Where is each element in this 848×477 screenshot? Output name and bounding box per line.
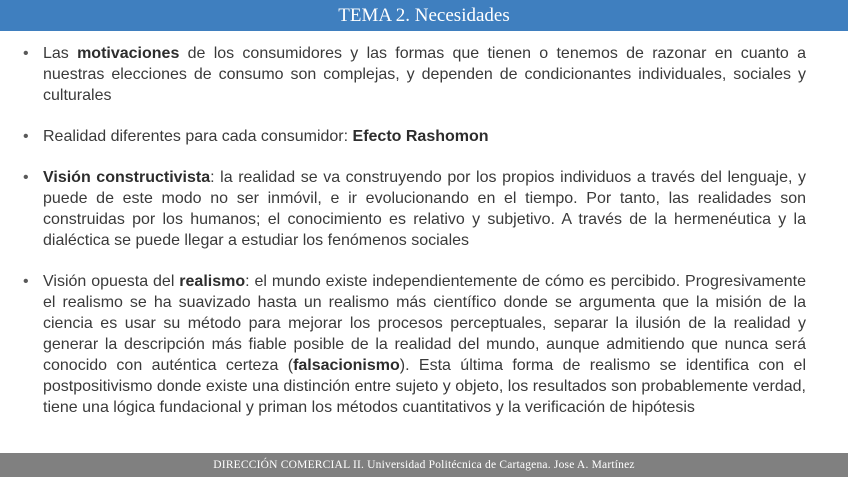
bullet-text: ). Esta última forma de realismo se identifica con el postpositivismo donde existe una distinción entre sujeto y objeto, los resultados son probablemente verdad, tiene una lógica fundacional y priman los métodos cuantitativos y la verificación de hipótesis (43, 357, 807, 416)
bullet-text: Visión opuesta del (43, 273, 180, 290)
bullet-realismo (20, 271, 806, 418)
bullet-text: de los consumidores y las formas que tienen o tenemos de razonar en cuanto a nuestras elecciones de consumo son complejas, y dependen de condicionantes individuales, sociales y culturales (43, 45, 806, 104)
footer-bar (0, 453, 848, 477)
bullet-text: Realidad diferentes para cada consumidor: (43, 128, 353, 145)
title-bar (0, 0, 848, 31)
bullet-bold-text: Efecto Rashomon (352, 128, 489, 145)
bullet-rashomon (20, 126, 806, 147)
bullet-dot: • (23, 169, 29, 186)
bullet-bold-text: realismo (179, 273, 246, 290)
bullet-bold-text: motivaciones (77, 45, 180, 62)
bullet-bold-text: falsacionismo (293, 357, 400, 374)
bullet-dot: • (23, 45, 29, 62)
bullet-dot: • (23, 273, 29, 290)
bullet-text: : la realidad se va construyendo por los propios individuos a través del lenguaje, y puede de este modo no ser inmóvil, e ir evolucionando en el tiempo. Por tanto, las realidades son construidas por los humanos; el conocimiento es relativo y subjetivo. A través de la hermenéutica y la dialéctica se puede llegar a estudiar los fenómenos sociales (43, 169, 806, 249)
bullet-bold-text: Visión constructivista (43, 169, 211, 186)
footer-text: DIRECCIÓN COMERCIAL II. Universidad Politécnica de Cartagena. Jose A. Martínez (213, 459, 635, 471)
bullet-constructivista (20, 167, 806, 251)
bullet-dot: • (23, 128, 29, 145)
slide-content (20, 43, 806, 438)
slide-title: TEMA 2. Necesidades (338, 4, 510, 26)
bullet-text: : el mundo existe independientemente de cómo es percibido. Progresivamente el realismo se ha suavizado hasta un realismo más científico donde se argumenta que la misión de la ciencia es usar su método para mejorar los procesos perceptuales, separar la ilusión de la realidad y generar la descripción más fiable posible de la realidad del mundo, aunque admitiendo que nunca será conocido con auténtica certeza ( (43, 273, 806, 374)
bullet-motivaciones (20, 43, 806, 106)
bullet-text: Las (43, 45, 78, 62)
